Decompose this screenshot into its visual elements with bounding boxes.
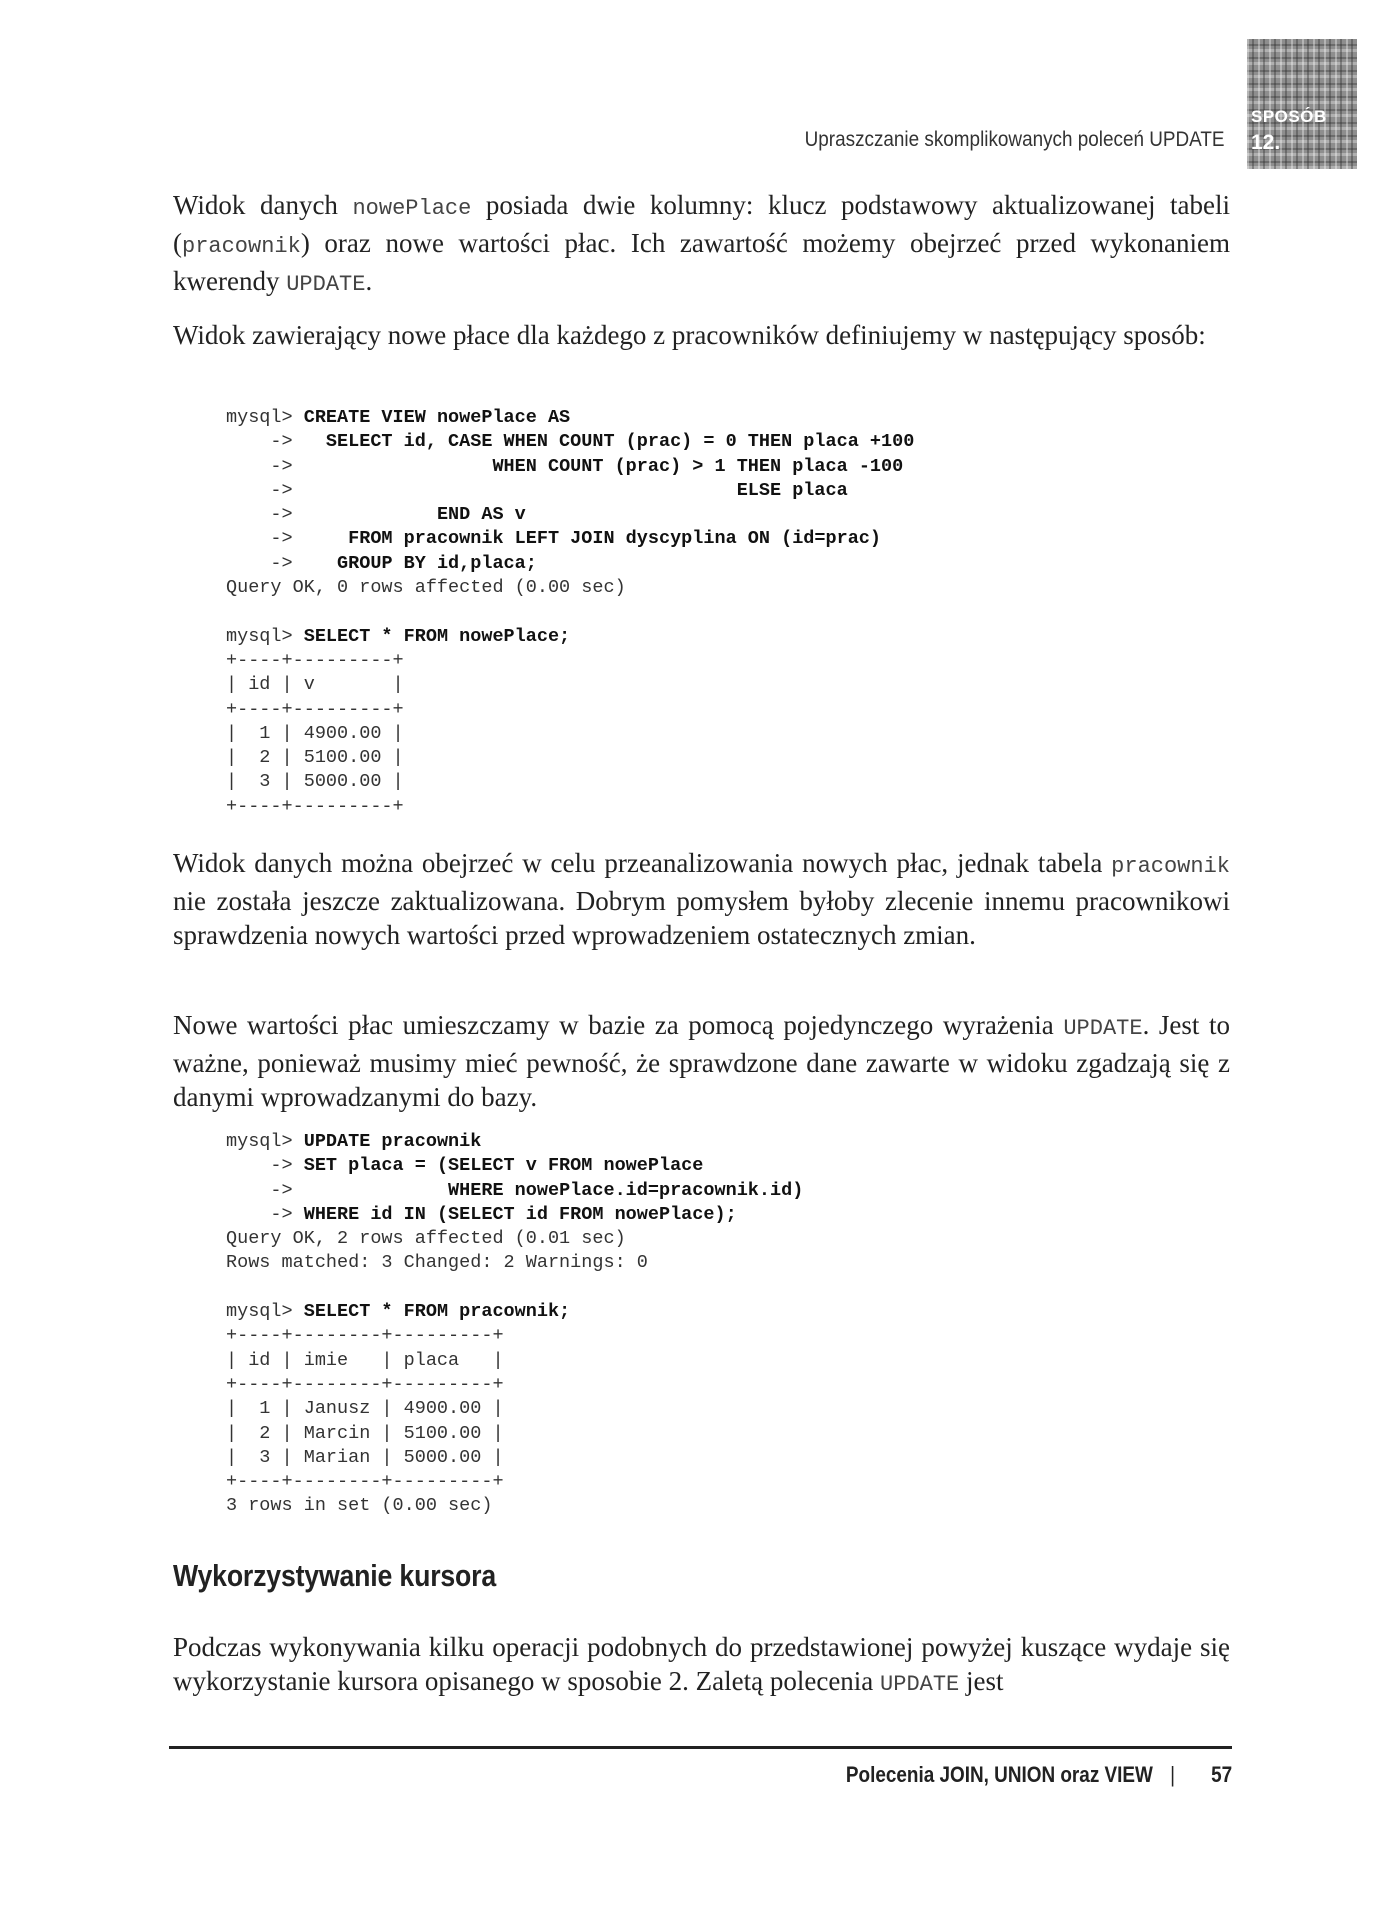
code-prompt-or-output: | 2 | Marcin | 5100.00 |: [226, 1422, 504, 1444]
text-run: nie została jeszcze zaktualizowana. Dobrym pomysłem byłoby zlecenie innemu pracownikowi sprawdzenia nowych wartości przed wprowadzeniem ostatecznych zmian.: [173, 886, 1230, 950]
code-line: [226, 698, 914, 722]
code-prompt-or-output: ->: [226, 431, 326, 453]
paragraph-2: [173, 318, 1230, 352]
code-prompt-or-output: Rows matched: 3 Changed: 2 Warnings: 0: [226, 1252, 648, 1274]
code-line: [226, 795, 914, 819]
code-line: [226, 1446, 803, 1470]
footer-book-section: Polecenia JOIN, UNION oraz VIEW: [845, 1762, 1153, 1787]
code-command: SELECT * FROM pracownik;: [303, 1301, 571, 1323]
code-command: GROUP BY id,placa;: [337, 552, 537, 574]
text-run: Widok zawierający nowe płace dla każdego z pracowników definiujemy w następujący sposób:: [173, 320, 1206, 350]
text-run: . Jest to ważne, ponieważ musimy mieć pewność, że sprawdzone dane zawarte w widoku zgadzają się z danymi wprowadzanymi do bazy.: [173, 1010, 1230, 1112]
code-prompt-or-output: +----+--------+---------+: [226, 1471, 504, 1493]
paragraph-text: [173, 846, 1230, 952]
text-run: Widok danych: [173, 190, 353, 220]
code-command: SET placa = (SELECT v FROM nowePlace: [303, 1155, 704, 1177]
code-prompt-or-output: | id | imie | placa |: [226, 1349, 504, 1371]
code-line: [226, 1203, 803, 1227]
code-prompt-or-output: Query OK, 0 rows affected (0.00 sec): [226, 577, 626, 599]
code-prompt-or-output: | 1 | 4900.00 |: [226, 722, 404, 744]
code-line: [226, 503, 914, 527]
code-line: [226, 527, 914, 551]
paragraph-text: [173, 1008, 1230, 1114]
section-heading: Wykorzystywanie kursora: [173, 1558, 497, 1593]
paragraph-text: [173, 188, 1230, 302]
code-line: [226, 625, 914, 649]
text-run: Widok danych można obejrzeć w celu przeanalizowania nowych płac, jednak tabela: [173, 848, 1112, 878]
code-prompt-or-output: | 3 | 5000.00 |: [226, 771, 404, 793]
inline-code: pracownik: [182, 234, 301, 259]
code-block-create-view: [226, 406, 914, 819]
code-line: [226, 1300, 803, 1324]
code-prompt-or-output: mysql>: [226, 625, 304, 647]
code-prompt-or-output: ->: [226, 1203, 304, 1225]
text-run: ) oraz nowe wartości płac. Ich zawartość możemy obejrzeć przed wykonaniem kwerendy: [173, 228, 1230, 296]
footer-rule: [169, 1746, 1232, 1749]
code-line: [226, 455, 914, 479]
code-prompt-or-output: ->: [226, 455, 493, 477]
code-line: [226, 722, 914, 746]
inline-code: UPDATE: [286, 272, 366, 297]
code-prompt-or-output: ->: [226, 528, 349, 550]
page-footer: [846, 1762, 1232, 1788]
code-prompt-or-output: | 2 | 5100.00 |: [226, 747, 404, 769]
code-prompt-or-output: ->: [226, 479, 737, 501]
code-line: [226, 1179, 803, 1203]
code-line: [226, 552, 914, 576]
code-command: WHERE nowePlace.id=pracownik.id): [448, 1179, 804, 1201]
code-prompt-or-output: +----+--------+---------+: [226, 1373, 504, 1395]
code-line: [226, 649, 914, 673]
footer-separator: |: [1169, 1762, 1175, 1787]
code-command: SELECT id, CASE WHEN COUNT (prac) = 0 THEN placa +100: [325, 431, 915, 453]
code-prompt-or-output: | 3 | Marian | 5000.00 |: [226, 1446, 504, 1468]
code-command: ELSE placa: [736, 479, 848, 501]
code-line: [226, 479, 914, 503]
code-line: [226, 1276, 803, 1300]
code-line: [226, 1130, 803, 1154]
code-line: [226, 406, 914, 430]
code-block-update: [226, 1130, 803, 1519]
inline-code: UPDATE: [880, 1672, 960, 1697]
text-run: .: [365, 266, 373, 296]
code-prompt-or-output: ->: [226, 1155, 304, 1177]
code-command: UPDATE pracownik: [303, 1131, 482, 1152]
paragraph-5: [173, 1630, 1230, 1702]
code-line: [226, 1373, 803, 1397]
code-prompt-or-output: ->: [226, 504, 437, 526]
running-header-title: Upraszczanie skomplikowanych poleceń UPDATE: [804, 128, 1224, 151]
code-prompt-or-output: +----+---------+: [226, 795, 404, 817]
paragraph-text: [173, 318, 1230, 352]
code-command: WHERE id IN (SELECT id FROM nowePlace);: [303, 1203, 737, 1225]
code-prompt-or-output: | id | v |: [226, 674, 404, 696]
code-prompt-or-output: ->: [226, 1179, 449, 1201]
code-line: [226, 576, 914, 600]
paragraph-1: [173, 188, 1230, 302]
paragraph-3: [173, 846, 1230, 952]
paragraph-4: [173, 1008, 1230, 1114]
code-line: [226, 1227, 803, 1251]
code-line: [226, 1154, 803, 1178]
code-command: FROM pracownik LEFT JOIN dyscyplina ON (id=prac): [348, 528, 882, 550]
code-prompt-or-output: mysql>: [226, 407, 304, 428]
code-command: END AS v: [436, 504, 526, 526]
badge-number: 12.: [1251, 131, 1281, 154]
text-run: posiada dwie kolumny: klucz podstawowy aktualizowanej tabeli (: [173, 190, 1230, 258]
code-line: [226, 1324, 803, 1348]
code-prompt-or-output: mysql>: [226, 1131, 304, 1152]
code-command: SELECT * FROM nowePlace;: [303, 625, 571, 647]
text-run: Podczas wykonywania kilku operacji podobnych do przedstawionej powyżej kuszące wydaje się wykorzystanie kursora opisanego w sposobie 2. Zaletą polecenia: [173, 1632, 1230, 1696]
code-prompt-or-output: Query OK, 2 rows affected (0.01 sec): [226, 1228, 626, 1250]
code-line: [226, 600, 914, 624]
code-line: [226, 746, 914, 770]
page-number: 57: [1210, 1762, 1232, 1787]
code-command: CREATE VIEW nowePlace AS: [303, 407, 571, 428]
code-line: [226, 1422, 803, 1446]
badge-label: SPOSÓB: [1251, 107, 1327, 126]
code-prompt-or-output: +----+--------+---------+: [226, 1325, 504, 1347]
code-prompt-or-output: 3 rows in set (0.00 sec): [226, 1495, 493, 1517]
code-command: WHEN COUNT (prac) > 1 THEN placa -100: [492, 455, 904, 477]
code-line: [226, 770, 914, 794]
text-run: Nowe wartości płac umieszczamy w bazie za pomocą pojedynczego wyrażenia: [173, 1010, 1064, 1040]
code-line: [226, 1251, 803, 1275]
code-line: [226, 1349, 803, 1373]
inline-code: UPDATE: [1063, 1016, 1143, 1041]
text-run: jest: [959, 1666, 1004, 1696]
code-line: [226, 1494, 803, 1518]
inline-code: pracownik: [1111, 854, 1230, 879]
paragraph-text: [173, 1630, 1230, 1702]
code-line: [226, 673, 914, 697]
inline-code: nowePlace: [352, 196, 472, 221]
code-prompt-or-output: mysql>: [226, 1301, 304, 1323]
code-prompt-or-output: +----+---------+: [226, 698, 404, 720]
code-line: [226, 1397, 803, 1421]
code-prompt-or-output: | 1 | Janusz | 4900.00 |: [226, 1398, 504, 1420]
code-prompt-or-output: ->: [226, 552, 338, 574]
code-line: [226, 1470, 803, 1494]
code-line: [226, 430, 914, 454]
sposob-badge: [1247, 39, 1357, 169]
code-prompt-or-output: +----+---------+: [226, 649, 404, 671]
